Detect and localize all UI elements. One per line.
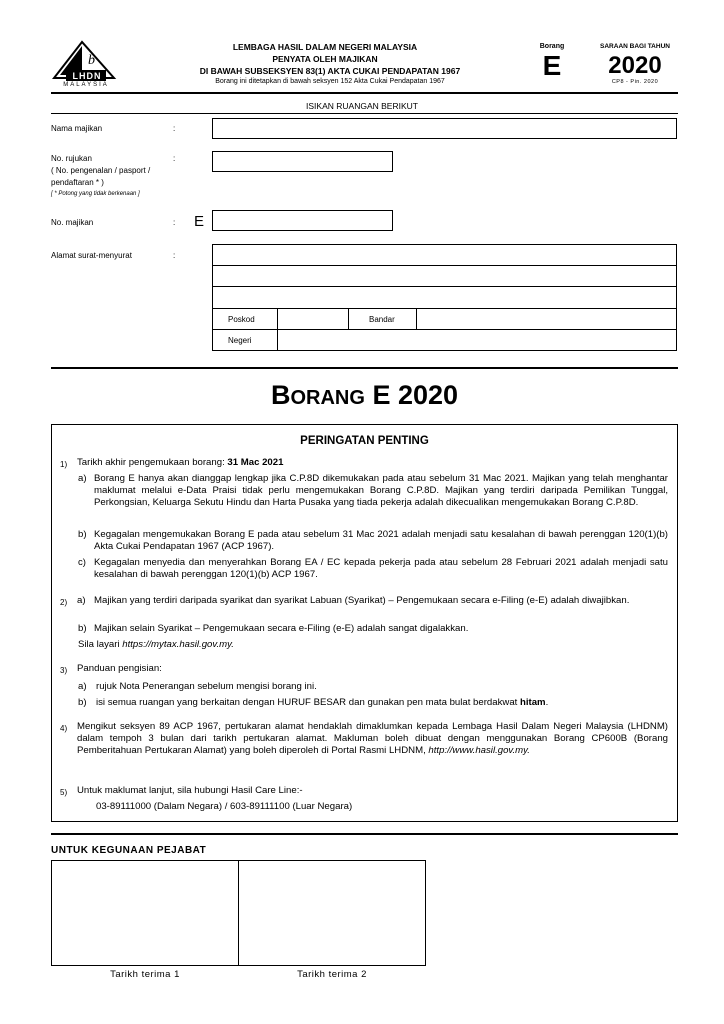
alamat-line-1[interactable] [212,244,677,266]
no-rujukan-sub-2: pendaftaran * ) [51,178,104,187]
header-line-2: PENYATA OLEH MAJIKAN [272,54,378,64]
title-b: B [270,380,291,410]
colon: : [173,218,176,227]
deadline-prefix: Tarikh akhir pengemukaan borang: [77,457,228,468]
notice-num-1: 1) [60,460,68,469]
tarikh-terima-1-box [51,860,239,966]
notice-num-4: 4) [60,724,68,733]
bandar-input[interactable] [416,308,677,330]
visit-prefix: Sila layari [78,639,123,650]
notice-2b-text: Majikan selain Syarikat – Pengemukaan secara e-Filing (e-E) adalah sangat digalakkan. [94,623,469,634]
deadline-date: 31 Mac 2021 [227,457,284,468]
logo-subtext: MALAYSIA [63,82,109,88]
notice-text-4 [77,721,668,757]
no-rujukan-label: No. rujukan [51,154,92,163]
notice-1a-text: Borang E hanya akan dianggap lengkap jika C.P.8D dikemukakan pada atau sebelum 31 Mac 2021. Majikan yang telah menghantar maklumat melalui e-Data Praisi tidak perlu mengemukakan Borang C.P.8D. Majikan yang terdiri daripada Pemilikan Tunggal, Perkongsian, Keluarga Sekutu Hindu dan Harta Pusaka yang tiada pekerja adalah dikecualikan mengemukakan Borang C.P.8D. [94,473,668,508]
saraan-label: SARAAN BAGI TAHUN [600,43,670,50]
page-title [51,380,678,411]
notice-1a-marker: a) [78,473,87,484]
svg-text:b: b [88,53,95,68]
notice-3b-bold: hitam [519,697,546,708]
no-majikan-input[interactable] [212,210,393,231]
notice-text-1 [77,457,283,469]
notice-heading: PERINGATAN PENTING [300,435,429,447]
colon: : [173,251,176,260]
alamat-label: Alamat surat-menyurat [51,251,132,260]
notice-text-5: Untuk maklumat lanjut, sila hubungi Hasil Care Line:- [77,785,303,796]
careline-phone: 03-89111000 (Dalam Negara) / 603-89111100 (Luar Negara) [96,801,353,812]
notice-1c-marker: c) [78,557,86,568]
notice-1b-text: Kegagalan mengemukakan Borang E pada atau sebelum 31 Mac 2021 adalah menjadi satu kesalahan di bawah perenggan 120(1)(b) Akta Cukai Pendapatan 1967 (ACP 1967). [94,529,668,552]
no-rujukan-input[interactable] [212,151,393,172]
notice-2a-text: Majikan yang terdiri daripada syarikat dan syarikat Labuan (Syarikat) – Pengemukaan secara e-Filing (e-E) adalah diwajibkan. [94,595,630,606]
title-orang: ORANG [290,387,365,409]
header-divider [51,92,678,94]
notice-3a-marker: a) [78,681,87,692]
notice-2a-marker: a) [77,595,86,606]
bandar-label: Bandar [369,315,395,324]
notice-1b-marker: b) [78,529,87,540]
notice-3b-end: . [545,697,549,708]
mytax-link[interactable]: https://mytax.hasil.gov.my. [122,639,234,650]
notice-3b-text [96,697,548,709]
notice-divider [51,833,678,835]
header-line-4: Borang ini ditetapkan di bawah seksyen 152 Akta Cukai Pendapatan 1967 [215,78,445,85]
title-rest: E 2020 [364,380,459,410]
notice-3a-text: rujuk Nota Penerangan sebelum mengisi borang ini. [96,681,317,692]
form-divider [51,367,678,369]
negeri-label: Negeri [228,336,252,345]
nama-majikan-label: Nama majikan [51,124,103,133]
poskod-input[interactable] [277,308,349,330]
colon: : [173,124,176,133]
visit-text [78,639,234,651]
notice-3b-body: isi semua ruangan yang berkaitan dengan HURUF BESAR dan gunakan pen mata bulat berdakwat [96,697,520,708]
tarikh-terima-2-label: Tarikh terima 2 [297,969,367,980]
alamat-line-3[interactable] [212,286,677,309]
notice-4-body: Mengikut seksyen 89 ACP 1967, pertukaran alamat hendaklah dimaklumkan kepada Lembaga Hasil Dalam Negeri Malaysia (LHDNM) dalam tempoh 3 bulan dari tarikh pertukaran alamat. Makluman boleh dibuat dengan menggunakan Borang CP600B (Borang Pemberitahuan Pertukaran Alamat) yang boleh diperoleh di Portal Rasmi LHDNM, [77,721,668,756]
logo-text: LHDN [72,71,102,81]
no-rujukan-sub-1: ( No. pengenalan / pasport / [51,166,151,175]
header-line-3: DI BAWAH SUBSEKSYEN 83(1) AKTA CUKAI PENDAPATAN 1967 [199,66,461,76]
notice-num-5: 5) [60,788,68,797]
borang-letter: E [542,50,562,81]
alamat-line-2[interactable] [212,265,677,287]
negeri-input[interactable] [277,329,677,351]
section-title: ISIKAN RUANGAN BERIKUT [306,101,418,111]
colon: : [173,154,176,163]
potong-note: [ * Potong yang tidak berkenaan ] [51,191,140,197]
no-majikan-label: No. majikan [51,218,94,227]
year: 2020 [608,52,662,79]
tarikh-terima-2-box [238,860,426,966]
form-code: CP8 - Pin. 2020 [611,79,659,85]
notice-num-3: 3) [60,666,68,675]
nama-majikan-input[interactable] [212,118,677,139]
borang-label: Borang [539,43,565,50]
section-title-underline [51,113,678,114]
poskod-label: Poskod [228,315,255,324]
office-title: UNTUK KEGUNAAN PEJABAT [51,845,207,856]
notice-2b-marker: b) [78,623,87,634]
notice-text-3: Panduan pengisian: [77,663,162,674]
notice-3b-marker: b) [78,697,87,708]
notice-num-2: 2) [60,598,68,607]
no-majikan-prefix: E [194,213,205,230]
hasil-link[interactable]: http://www.hasil.gov.my. [428,745,530,756]
header-line-1: LEMBAGA HASIL DALAM NEGERI MALAYSIA [232,42,418,52]
notice-1c-text: Kegagalan menyedia dan menyerahkan Borang EA / EC kepada pekerja pada atau sebelum 28 Februari 2021 adalah menjadi satu kesalahan di bawah perenggan 120(1)(b) ACP 1967. [94,557,668,580]
tarikh-terima-1-label: Tarikh terima 1 [110,969,180,980]
